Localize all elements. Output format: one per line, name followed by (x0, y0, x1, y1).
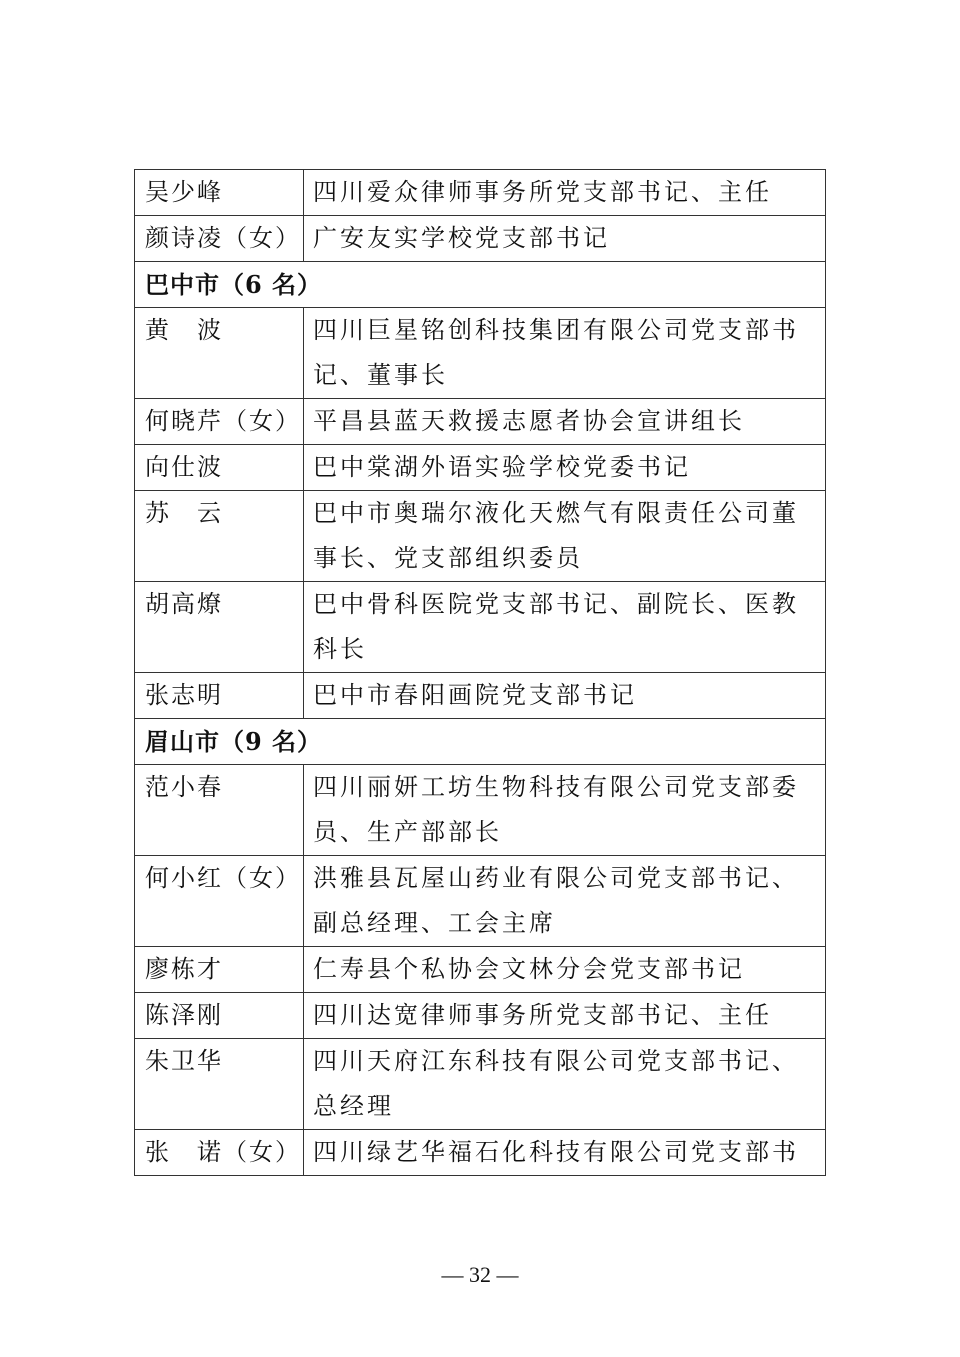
person-title: 洪雅县瓦屋山药业有限公司党支部书记、副总经理、工会主席 (304, 856, 826, 947)
person-name: 何晓芹（女） (135, 399, 304, 445)
person-name: 苏 云 (135, 491, 304, 582)
person-title: 巴中市春阳画院党支部书记 (304, 673, 826, 719)
section-header-bazhong: 巴中市（6 名） (135, 262, 826, 308)
person-name: 吴少峰 (135, 170, 304, 216)
table-row (135, 308, 826, 399)
person-title: 四川天府江东科技有限公司党支部书记、总经理 (304, 1039, 826, 1130)
table-row (135, 170, 826, 216)
table-row (135, 216, 826, 262)
table-row (135, 765, 826, 856)
section-header-meishan: 眉山市（9 名） (135, 719, 826, 765)
person-name: 张志明 (135, 673, 304, 719)
table-row (135, 947, 826, 993)
person-name: 何小红（女） (135, 856, 304, 947)
person-name: 廖栋才 (135, 947, 304, 993)
table-row (135, 856, 826, 947)
person-name: 胡高燎 (135, 582, 304, 673)
table-row (135, 1130, 826, 1176)
table-row (135, 673, 826, 719)
person-title: 巴中市奥瑞尔液化天燃气有限责任公司董事长、党支部组织委员 (304, 491, 826, 582)
section-row (135, 719, 826, 765)
person-title: 四川达宽律师事务所党支部书记、主任 (304, 993, 826, 1039)
person-name: 向仕波 (135, 445, 304, 491)
person-title: 四川丽妍工坊生物科技有限公司党支部委员、生产部部长 (304, 765, 826, 856)
person-title: 平昌县蓝天救援志愿者协会宣讲组长 (304, 399, 826, 445)
table-row (135, 582, 826, 673)
table-row (135, 491, 826, 582)
person-title: 巴中骨科医院党支部书记、副院长、医教科长 (304, 582, 826, 673)
person-name: 张 诺（女） (135, 1130, 304, 1176)
person-name: 陈泽刚 (135, 993, 304, 1039)
table-row (135, 445, 826, 491)
person-title: 巴中棠湖外语实验学校党委书记 (304, 445, 826, 491)
person-title: 四川绿艺华福石化科技有限公司党支部书 (304, 1130, 826, 1176)
table-row (135, 993, 826, 1039)
person-title: 仁寿县个私协会文林分会党支部书记 (304, 947, 826, 993)
person-title: 四川巨星铭创科技集团有限公司党支部书记、董事长 (304, 308, 826, 399)
section-row (135, 262, 826, 308)
person-title: 四川爱众律师事务所党支部书记、主任 (304, 170, 826, 216)
person-name: 黄 波 (135, 308, 304, 399)
page-number: — 32 — (441, 1262, 519, 1287)
person-name: 颜诗凌（女） (135, 216, 304, 262)
table-row (135, 399, 826, 445)
person-title: 广安友实学校党支部书记 (304, 216, 826, 262)
table-row (135, 1039, 826, 1130)
person-name: 朱卫华 (135, 1039, 304, 1130)
personnel-table (134, 169, 826, 1176)
person-name: 范小春 (135, 765, 304, 856)
